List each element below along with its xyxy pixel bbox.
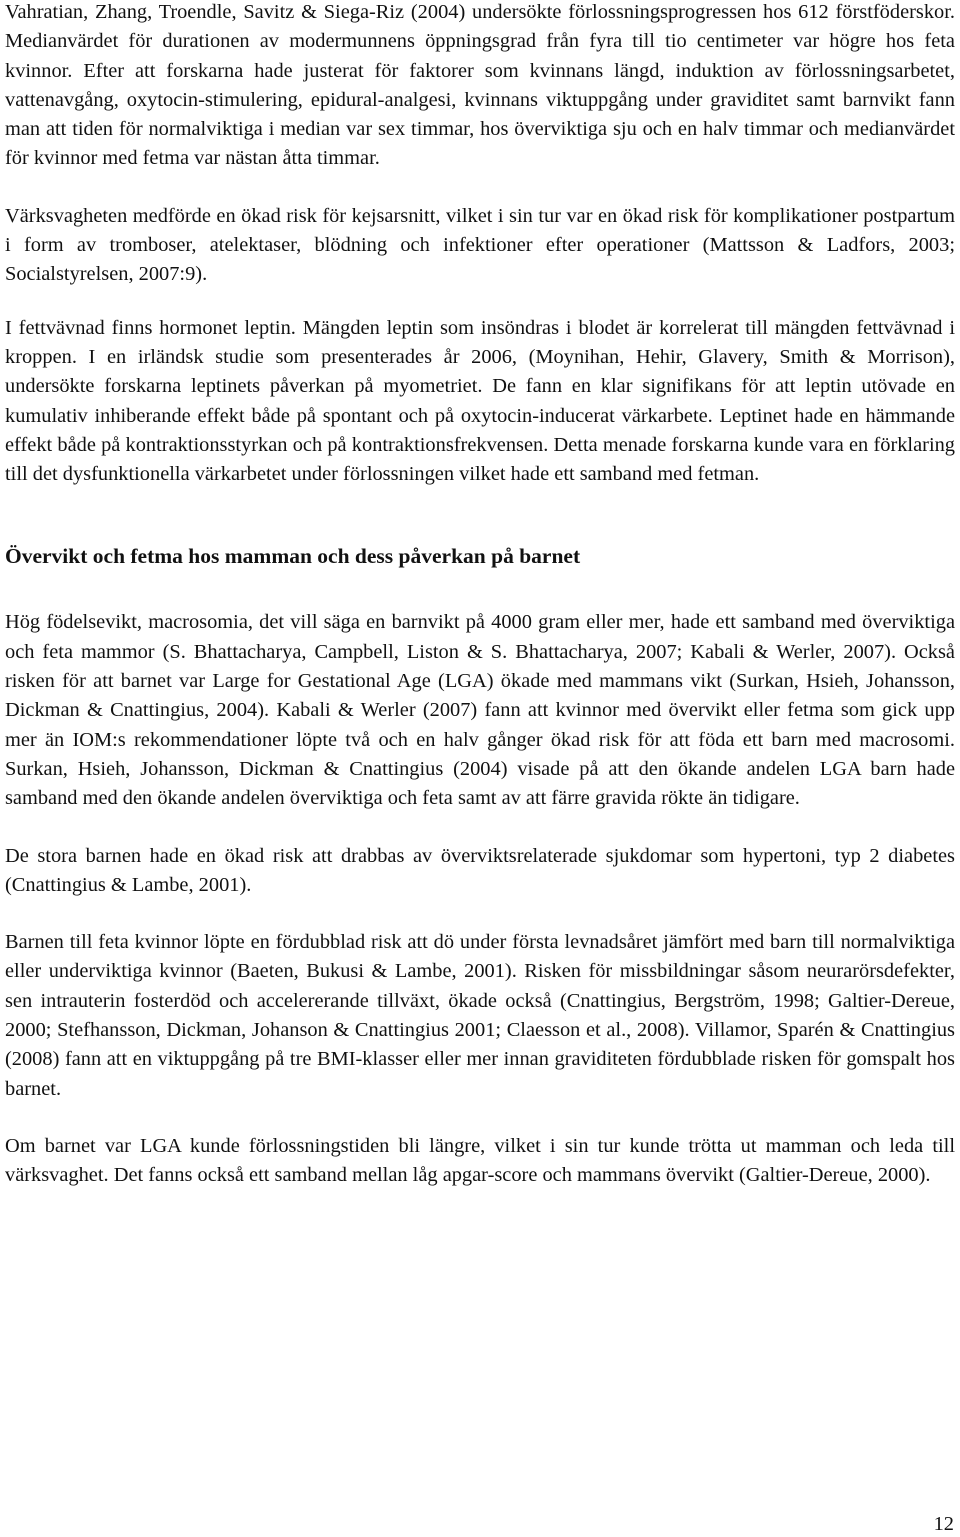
paragraph-infant-risk: Barnen till feta kvinnor löpte en fördubblad risk att dö under första levnadsåret jämfört med barn till normalviktiga eller underviktiga kvinnor (Baeten, Bukusi & Lambe, 2001). Risken för missbildningar såsom neurarörsdefekter, sen intrauterin fosterdöd och accelererande tillväxt, ökade också (Cnattingius, Bergström, 1998; Galtier-Dereue, 2000; Stefhansson, Dickman, Johanson & Cnattingius 2001; Claesson et al., 2008). Villamor, Sparén & Cnattingius (2008) fann att en viktuppgång på tre BMI-klasser eller mer innan graviditeten fördubblade risken för gomspalt hos barnet. xyxy=(5,931,955,1100)
section-heading: Övervikt och fetma hos mamman och dess påverkan på barnet xyxy=(5,544,581,569)
paragraph-birth-weight: Hög födelsevikt, macrosomia, det vill säga en barnvikt på 4000 gram eller mer, hade ett samband med överviktiga och feta mammor (S. Bhattacharya, Campbell, Liston & S. Bhattacharya, 2007; Kabali & Werler, 2007). Också risken för att barnet var Large for Gestational Age (LGA) ökade med mammans vikt (Surkan, Hsieh, Johansson, Dickman & Cnattingius, 2004). Kabali & Werler (2007) fann att kvinnor med övervikt eller fetma som gick upp mer än IOM:s rekommendationer löpte två och en halv gånger ökad risk för att föda ett barn med macrosomi. Surkan, Hsieh, Johansson, Dickman & Cnattingius (2004) visade på att den ökande andelen LGA barn hade samband med den ökande andelen överviktiga och feta samt av att färre gravida rökte än tidigare. xyxy=(5,611,955,810)
paragraph-lga-labor: Om barnet var LGA kunde förlossningstiden bli längre, vilket i sin tur kunde trötta ut mamman och leda till värksvaghet. Det fanns också ett samband mellan låg apgar-score och mammans övervikt (Galtier-Dereue, 2000). xyxy=(5,1134,955,1187)
paragraph-leptin: I fettvävnad finns hormonet leptin. Mängden leptin som insöndras i blodet är korrelerat till mängden fettvävnad i kroppen. I en irländsk studie som presenterades år 2006, (Moynihan, Hehir, Glavery, Smith & Morrison), undersökte forskarna leptinets påverkan på myometriet. De fann en klar signifikans för att leptin utövade en kumulativ inhiberande effekt både på spontant och på oxytocin-inducerat värkarbete. Leptinet hade en hämmande effekt både på kontraktionsstyrkan och på kontraktionsfrekvensen. Detta menade forskarna kunde vara en förklaring till det dysfunktionella värkarbetet under förlossningen vilket hade ett samband med fetman. xyxy=(5,316,955,486)
paragraph-large-children: De stora barnen hade en ökad risk att drabbas av överviktsrelaterade sjukdomar som hypertoni, typ 2 diabetes (Cnattingius & Lambe, 2001). xyxy=(5,844,955,896)
document-page xyxy=(5,0,955,1191)
paragraph-labor-progress: Vahratian, Zhang, Troendle, Savitz & Siega-Riz (2004) undersökte förlossningsprogressen hos 612 förstföderskor. Medianvärdet för durationen av modermunnens öppningsgrad från fyra till tio centimeter var högre hos feta kvinnor. Efter att forskarna hade justerat för faktorer som kvinnans längd, induktion av förlossningsarbetet, vattenavgång, oxytocin-stimulering, epidural-analgesi, kvinnans viktuppgång under graviditet samt barnvikt fann man att tiden för normalviktiga i median var sex timmar, hos överviktiga sju och en halv timmar och medianvärdet för kvinnor med fetma var nästan åtta timmar. xyxy=(5,1,955,170)
paragraph-weak-contractions: Värksvagheten medförde en ökad risk för kejsarsnitt, vilket i sin tur var en ökad risk för komplikationer postpartum i form av tromboser, atelektaser, blödning och infektioner efter operationer (Mattsson & Ladfors, 2003; Socialstyrelsen, 2007:9). xyxy=(5,204,955,286)
page-number: 12 xyxy=(933,1513,954,1535)
